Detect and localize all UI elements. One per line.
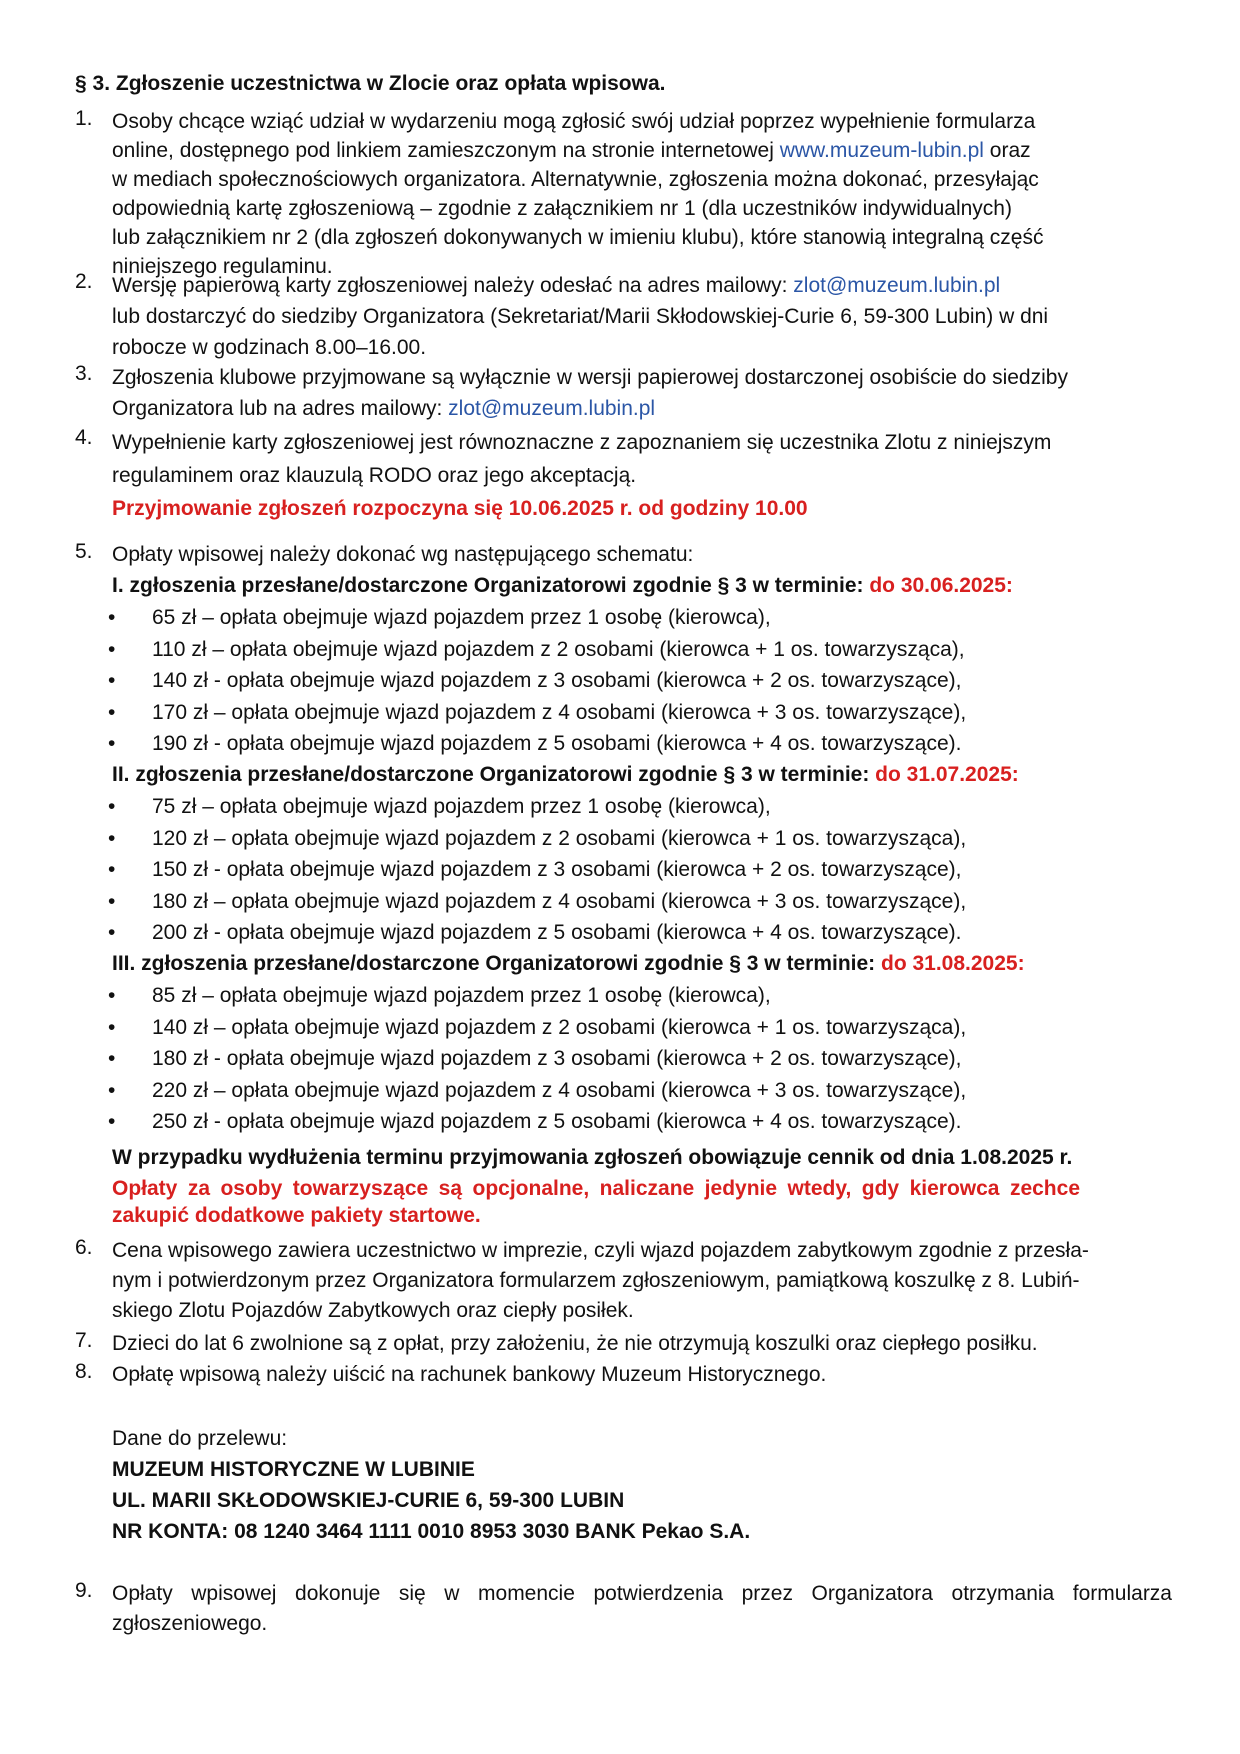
optional-fees-line-1: Opłaty za osoby towarzyszące są opcjonalne, naliczane jedynie wtedy, gdy kierowca zechce (112, 1177, 1080, 1200)
fee-row-text: 150 zł - opłata obejmuje wjazd pojazdem z 3 osobami (kierowca + 2 os. towarzyszące), (152, 858, 962, 881)
item-6-line-1: Cena wpisowego zawiera uczestnictwo w imprezie, czyli wjazd pojazdem zabytkowym zgodnie z przesła- (112, 1239, 1089, 1262)
item-2-line-1-text: Wersję papierową karty zgłoszeniowej należy odesłać na adres mailowy: (112, 274, 794, 297)
item-1-line-4: odpowiednią kartę zgłoszeniową – zgodnie z załącznikiem nr 1 (dla uczestników indywidualnych) (112, 197, 1012, 220)
bank-recipient-name: MUZEUM HISTORYCZNE W LUBINIE (112, 1458, 475, 1481)
item-number-3: 3. (75, 362, 93, 385)
registration-start-notice: Przyjmowanie zgłoszeń rozpoczyna się 10.06.2025 r. od godziny 10.00 (112, 497, 808, 520)
bullet-icon: • (108, 826, 116, 850)
item-2 (112, 270, 1172, 363)
item-4-line-2: regulaminem oraz klauzulą RODO oraz jego akceptacją. (112, 464, 637, 487)
item-1-line-2-text: online, dostępnego pod linkiem zamieszczonym na stronie internetowej (112, 139, 780, 162)
tier-2-label: II. zgłoszenia przesłane/dostarczone Organizatorowi zgodnie § 3 w terminie: (112, 763, 876, 786)
item-number-5: 5. (75, 540, 93, 563)
fee-row-text: 110 zł – opłata obejmuje wjazd pojazdem z 2 osobami (kierowca + 1 os. towarzysząca), (152, 637, 965, 661)
item-number-6: 6. (75, 1236, 93, 1259)
tier-3-heading (112, 949, 1025, 978)
item-1-line-6: niniejszego regulaminu. (112, 255, 333, 278)
item-3-line-1: Zgłoszenia klubowe przyjmowane są wyłącznie w wersji papierowej dostarczonej osobiście do siedziby (112, 366, 1068, 389)
tier-3-date: do 31.08.2025: (881, 952, 1025, 975)
bullet-icon: • (108, 858, 116, 881)
item-number-9: 9. (75, 1579, 93, 1602)
item-1-line-2 (112, 136, 1172, 165)
item-9-line-1: Opłaty wpisowej dokonuje się w momencie potwierdzenia przez Organizatora otrzymania formularza (112, 1582, 1172, 1605)
item-number-4: 4. (75, 426, 93, 449)
website-link[interactable]: www.muzeum-lubin.pl (779, 139, 984, 162)
bullet-icon: • (108, 1078, 116, 1102)
item-6-line-3: skiego Zlotu Pojazdów Zabytkowych oraz ciepły posiłek. (112, 1299, 634, 1322)
tier-1-label: I. zgłoszenia przesłane/dostarczone Organizatorowi zgodnie § 3 w terminie: (112, 574, 870, 597)
bullet-icon: • (108, 1047, 116, 1070)
item-4-line-1: Wypełnienie karty zgłoszeniowej jest równoznaczne z zapoznaniem się uczestnika Zlotu z niniejszym (112, 431, 1052, 454)
item-3 (112, 362, 1172, 424)
extension-note: W przypadku wydłużenia terminu przyjmowania zgłoszeń obowiązuje cennik od dnia 1.08.2025 r. (112, 1146, 1073, 1169)
item-6-line-2: nym i potwierdzonym przez Organizatora formularzem zgłoszeniowym, pamiątkową koszulkę z 8. Lubiń- (112, 1269, 1080, 1292)
bullet-icon: • (108, 606, 116, 629)
fee-row-text: 250 zł - opłata obejmuje wjazd pojazdem z 5 osobami (kierowca + 4 os. towarzyszące). (152, 1110, 962, 1133)
item-1 (112, 107, 1172, 281)
fee-row-text: 75 zł – opłata obejmuje wjazd pojazdem przez 1 osobę (kierowca), (152, 795, 771, 818)
bank-recipient-address: UL. MARII SKŁODOWSKIEJ-CURIE 6, 59-300 LUBIN (112, 1489, 625, 1512)
item-1-line-5: lub załącznikiem nr 2 (dla zgłoszeń dokonywanych w imieniu klubu), które stanowią integralną część (112, 226, 1044, 249)
tier-2-date: do 31.07.2025: (875, 763, 1019, 786)
bullet-icon: • (108, 669, 116, 692)
optional-fees-note (112, 1175, 1172, 1229)
email-link[interactable]: zlot@muzeum.lubin.pl (793, 274, 1001, 297)
item-number-7: 7. (75, 1329, 93, 1352)
fee-row-text: 190 zł - opłata obejmuje wjazd pojazdem z 5 osobami (kierowca + 4 os. towarzyszące). (152, 732, 962, 755)
item-4 (112, 426, 1172, 525)
fee-row-text: 140 zł - opłata obejmuje wjazd pojazdem z 3 osobami (kierowca + 2 os. towarzyszące), (152, 669, 962, 692)
item-6 (112, 1236, 1172, 1326)
bullet-icon: • (108, 795, 116, 818)
bullet-icon: • (108, 889, 116, 913)
bullet-icon: • (108, 921, 116, 944)
bullet-icon: • (108, 732, 116, 755)
bank-account-number: NR KONTA: 08 1240 3464 1111 0010 8953 3030 BANK Pekao S.A. (112, 1520, 751, 1543)
item-number-2: 2. (75, 270, 93, 293)
fee-row-text: 180 zł - opłata obejmuje wjazd pojazdem z 3 osobami (kierowca + 2 os. towarzyszące), (152, 1047, 962, 1070)
bullet-icon: • (108, 1015, 116, 1039)
item-1-line-1: Osoby chcące wziąć udział w wydarzeniu mogą zgłosić swój udział poprzez wypełnienie formularza (112, 110, 1036, 133)
item-9 (112, 1579, 1172, 1639)
section-heading: § 3. Zgłoszenie uczestnictwa w Zlocie oraz opłata wpisowa. (75, 72, 666, 95)
item-9-line-2: zgłoszeniowego. (112, 1612, 268, 1635)
item-2-line-2: lub dostarczyć do siedziby Organizatora (Sekretariat/Marii Skłodowskiej-Curie 6, 59-300 Lubin) w dni (112, 305, 1049, 328)
item-2-line-1 (112, 270, 1172, 301)
email-link[interactable]: zlot@muzeum.lubin.pl (448, 397, 656, 420)
tier-1-heading (112, 571, 1013, 600)
item-7: Dzieci do lat 6 zwolnione są z opłat, przy założeniu, że nie otrzymują koszulki oraz ciepłego posiłku. (112, 1332, 1038, 1355)
item-number-1: 1. (75, 107, 93, 130)
fee-row-text: 180 zł – opłata obejmuje wjazd pojazdem z 4 osobami (kierowca + 3 os. towarzyszące), (152, 889, 967, 913)
bullet-icon: • (108, 700, 116, 724)
item-1-line-3: w mediach społecznościowych organizatora. Alternatywnie, zgłoszenia można dokonać, przesyłając (112, 168, 1039, 191)
bank-label: Dane do przelewu: (112, 1427, 288, 1450)
optional-fees-line-2: zakupić dodatkowe pakiety startowe. (112, 1204, 481, 1227)
fee-row-text: 65 zł – opłata obejmuje wjazd pojazdem przez 1 osobę (kierowca), (152, 606, 771, 629)
fee-row-text: 200 zł - opłata obejmuje wjazd pojazdem z 5 osobami (kierowca + 4 os. towarzyszące). (152, 921, 962, 944)
fee-row-text: 170 zł – opłata obejmuje wjazd pojazdem z 4 osobami (kierowca + 3 os. towarzyszące), (152, 700, 967, 724)
fee-row-text: 140 zł – opłata obejmuje wjazd pojazdem z 2 osobami (kierowca + 1 os. towarzysząca), (152, 1015, 967, 1039)
item-3-line-2-text: Organizatora lub na adres mailowy: (112, 397, 449, 420)
tier-3-label: III. zgłoszenia przesłane/dostarczone Organizatorowi zgodnie § 3 w terminie: (112, 952, 881, 975)
fee-row-text: 220 zł – opłata obejmuje wjazd pojazdem z 4 osobami (kierowca + 3 os. towarzyszące), (152, 1078, 967, 1102)
fee-row-text: 85 zł – opłata obejmuje wjazd pojazdem przez 1 osobę (kierowca), (152, 984, 771, 1007)
tier-1-date: do 30.06.2025: (869, 574, 1013, 597)
item-5-intro: Opłaty wpisowej należy dokonać wg następującego schematu: (112, 543, 694, 566)
item-number-8: 8. (75, 1360, 93, 1383)
tier-2-heading (112, 760, 1019, 789)
bullet-icon: • (108, 984, 116, 1007)
bullet-icon: • (108, 1110, 116, 1133)
item-8: Opłatę wpisową należy uiścić na rachunek bankowy Muzeum Historycznego. (112, 1363, 827, 1386)
item-2-line-3: robocze w godzinach 8.00–16.00. (112, 336, 427, 359)
item-1-line-2-tail: oraz (983, 139, 1031, 162)
item-3-line-2 (112, 393, 1172, 424)
bullet-icon: • (108, 637, 116, 661)
fee-row-text: 120 zł – opłata obejmuje wjazd pojazdem z 2 osobami (kierowca + 1 os. towarzysząca), (152, 826, 967, 850)
